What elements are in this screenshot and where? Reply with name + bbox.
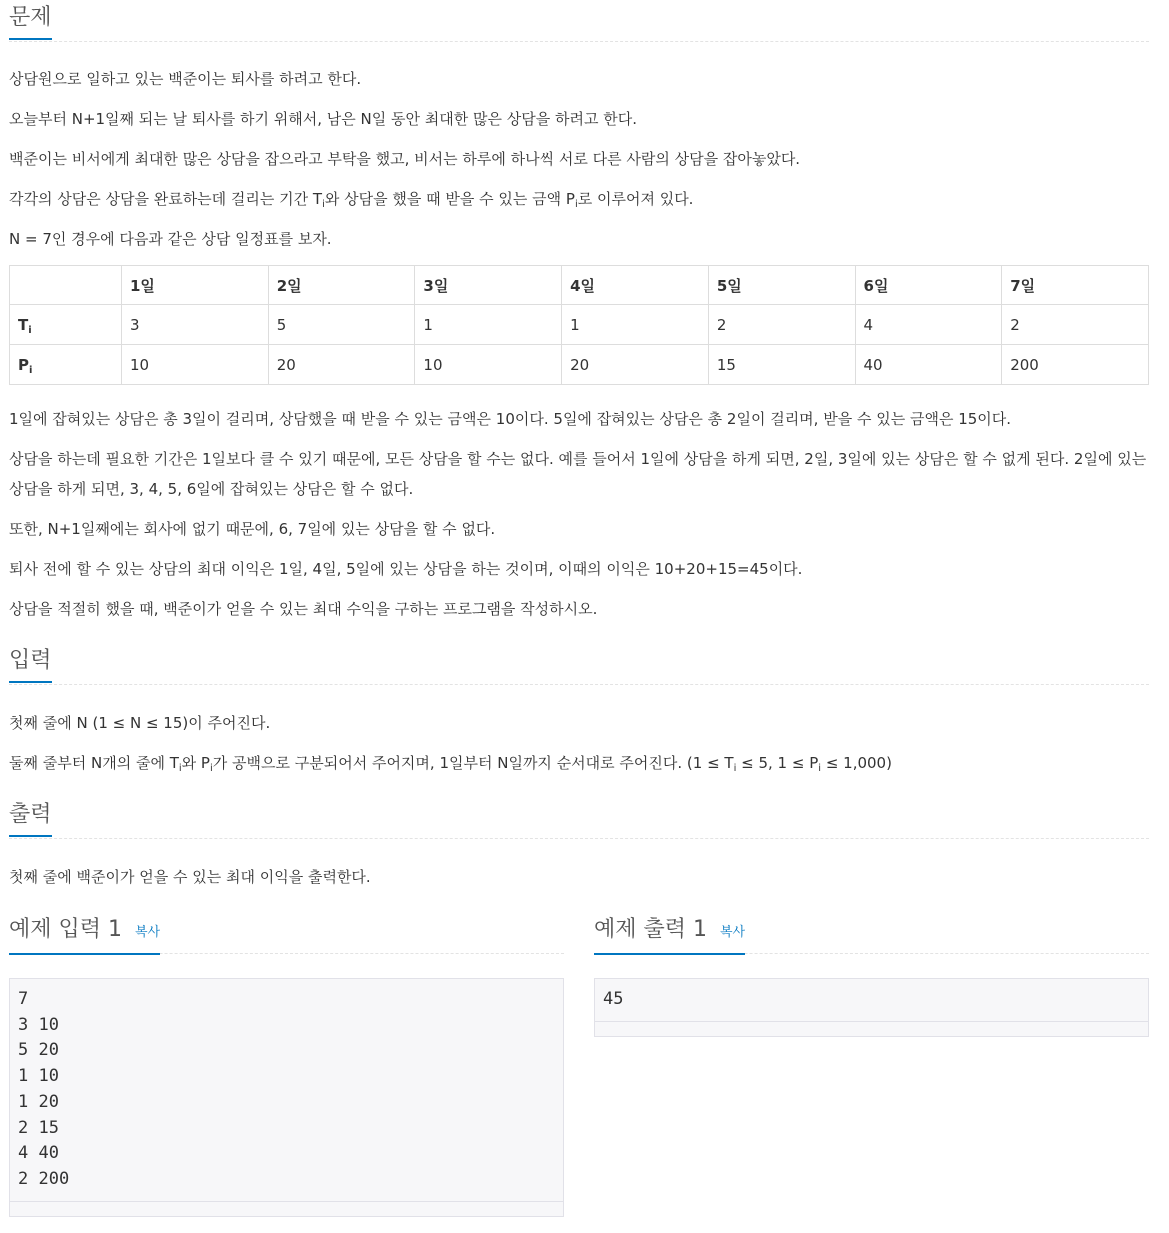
table-cell: 15 <box>708 345 855 385</box>
table-cell: 4 <box>855 305 1002 345</box>
text-span: 가 공백으로 구분되어서 주어지며, 1일부터 N일까지 순서대로 주어진다. (1 ≤ T <box>212 754 734 772</box>
text-span: ≤ 5, 1 ≤ P <box>736 754 819 772</box>
text-span: 와 P <box>181 754 210 772</box>
table-header-cell: 4일 <box>562 266 709 305</box>
sample-input-header <box>9 910 564 954</box>
input-paragraph-1: 첫째 줄에 N (1 ≤ N ≤ 15)이 주어진다. <box>9 714 271 732</box>
table-cell: 5 <box>268 305 415 345</box>
sample-input-title-text: 예제 입력 1 <box>9 917 122 942</box>
problem-heading: 문제 <box>9 0 52 40</box>
text-span: ≤ 1,000) <box>821 754 892 772</box>
subscript: i <box>28 324 32 336</box>
table-cell: 40 <box>855 345 1002 385</box>
text-span: 둘째 줄부터 N개의 줄에 T <box>9 754 179 772</box>
table-cell: 2 <box>1002 305 1149 345</box>
table-header-cell: 2일 <box>268 266 415 305</box>
text-span: 각각의 상담은 상담을 완료하는데 걸리는 기간 T <box>9 190 323 208</box>
problem-paragraph-8: 또한, N+1일째에는 회사에 없기 때문에, 6, 7일에 있는 상담을 할 수 없다. <box>9 520 496 538</box>
problem-paragraph-10: 상담을 적절히 했을 때, 백준이가 얻을 수 있는 최대 수익을 구하는 프로그램을 작성하시오. <box>9 600 598 618</box>
subscript: i <box>574 199 578 210</box>
text-span: P <box>18 355 29 374</box>
row-label-t <box>10 305 122 345</box>
table-header-cell: 6일 <box>855 266 1002 305</box>
table-header-cell <box>10 266 122 305</box>
sample-input-copy-button[interactable]: 복사 <box>135 925 161 940</box>
row-label-p <box>10 345 122 385</box>
problem-section-header <box>9 0 1149 42</box>
table-cell: 2 <box>708 305 855 345</box>
schedule-table <box>9 265 1149 385</box>
sample-output-copy-button[interactable]: 복사 <box>720 925 746 940</box>
table-cell: 1 <box>415 305 562 345</box>
sample-output-title-text: 예제 출력 1 <box>594 917 707 942</box>
problem-paragraph-3: 백준이는 비서에게 최대한 많은 상담을 잡으라고 부탁을 했고, 비서는 하루에 하나씩 서로 다른 사람의 상담을 잡아놓았다. <box>9 150 801 168</box>
subscript: i <box>178 763 182 774</box>
table-cell: 20 <box>562 345 709 385</box>
sample-output-code: 45 <box>594 978 1149 1037</box>
table-row <box>10 305 1149 345</box>
subscript: i <box>29 364 33 376</box>
problem-paragraph-9: 퇴사 전에 할 수 있는 상담의 최대 이익은 1일, 4일, 5일에 있는 상담을 하는 것이며, 이때의 이익은 10+20+15=45이다. <box>9 560 803 578</box>
problem-paragraph-2: 오늘부터 N+1일째 되는 날 퇴사를 하기 위해서, 남은 N일 동안 최대한 많은 상담을 하려고 한다. <box>9 110 637 128</box>
sample-input-title <box>9 910 160 955</box>
table-row <box>10 345 1149 385</box>
output-section-header <box>9 797 1149 839</box>
table-cell: 200 <box>1002 345 1149 385</box>
output-paragraph-1: 첫째 줄에 백준이가 얻을 수 있는 최대 이익을 출력한다. <box>9 868 371 886</box>
table-cell: 10 <box>415 345 562 385</box>
table-header-cell: 5일 <box>708 266 855 305</box>
input-paragraph-2 <box>9 748 1154 778</box>
sample-output-header <box>594 910 1149 954</box>
table-cell: 3 <box>122 305 269 345</box>
problem-paragraph-1: 상담원으로 일하고 있는 백준이는 퇴사를 하려고 한다. <box>9 70 362 88</box>
sample-output-title <box>594 910 745 955</box>
subscript: i <box>733 763 737 774</box>
problem-paragraph-5: N = 7인 경우에 다음과 같은 상담 일정표를 보자. <box>9 230 332 248</box>
table-header-cell: 1일 <box>122 266 269 305</box>
table-cell: 20 <box>268 345 415 385</box>
subscript: i <box>818 763 822 774</box>
problem-paragraph-6: 1일에 잡혀있는 상담은 총 3일이 걸리며, 상담했을 때 받을 수 있는 금액은 10이다. 5일에 잡혀있는 상담은 총 2일이 걸리며, 받을 수 있는 금액은 15이다. <box>9 410 1012 428</box>
table-header-row <box>10 266 1149 305</box>
subscript: i <box>322 199 325 210</box>
text-span: 로 이루어져 있다. <box>577 190 694 208</box>
table-header-cell: 7일 <box>1002 266 1149 305</box>
text-span: 와 상담을 했을 때 받을 수 있는 금액 P <box>324 190 575 208</box>
problem-paragraph-7: 상담을 하는데 필요한 기간은 1일보다 클 수 있기 때문에, 모든 상담을 할 수는 없다. 예를 들어서 1일에 상담을 하게 되면, 2일, 3일에 있는 상담은 할 수 없게 된다. 2일에 있는 상담을 하게 되면, 3, 4, 5, 6일에 잡혀있는 상담은 할 수 없다. <box>9 450 1147 498</box>
input-heading: 입력 <box>9 643 52 683</box>
table-header-cell: 3일 <box>415 266 562 305</box>
sample-input-code: 7 3 10 5 20 1 10 1 20 2 15 4 40 2 200 <box>9 978 564 1217</box>
subscript: i <box>209 763 213 774</box>
text-span: T <box>18 315 29 334</box>
output-heading: 출력 <box>9 797 52 837</box>
input-section-header <box>9 643 1149 685</box>
table-cell: 10 <box>122 345 269 385</box>
problem-paragraph-4 <box>9 184 1154 214</box>
table-cell: 1 <box>562 305 709 345</box>
